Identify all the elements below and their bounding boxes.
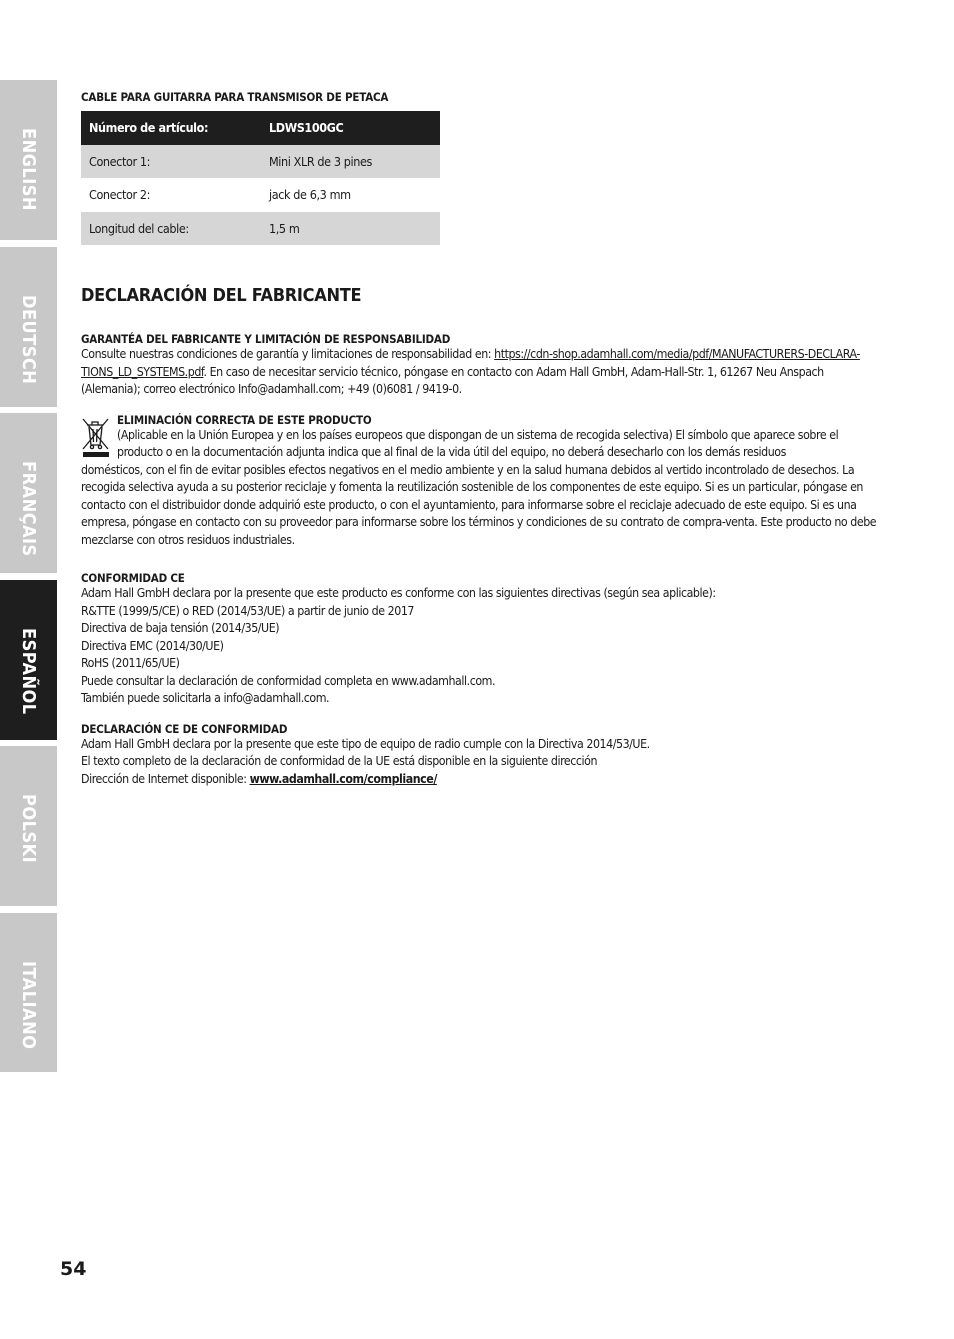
disposal-line: producto o en la documentación adjunta indica que al final de la vida útil del equipo, no deberá desecharlo con los demás residuos [117, 445, 786, 459]
disposal-heading: ELIMINACIÓN CORRECTA DE ESTE PRODUCTO [117, 412, 372, 427]
tab-label: ENGLISH [18, 128, 39, 211]
ce-declaration-line: El texto completo de la declaración de conformidad de la UE está disponible en la siguiente dirección [81, 754, 598, 768]
disposal-block [81, 413, 881, 550]
page-number: 54 [60, 1258, 87, 1280]
tab-label: ESPAÑOL [18, 628, 39, 715]
warranty-link-part1: https://cdn-shop.adamhall.com/media/pdf/MANUFACTURERS-DECLARA- [494, 347, 860, 361]
tab-label: DEUTSCH [18, 295, 39, 385]
disposal-line: (Aplicable en la Unión Europea y en los países europeos que dispongan de un sistema de recogida selectiva) El símbolo que aparece sobre el [117, 427, 839, 442]
tab-deutsch[interactable] [0, 247, 57, 407]
tab-english[interactable] [0, 80, 57, 240]
tab-italiano[interactable] [0, 913, 57, 1072]
warranty-block [81, 332, 881, 399]
ce-line: Puede consultar la declaración de conformidad completa en www.adamhall.com. [81, 673, 496, 688]
table-cell: 1,5 m [261, 212, 440, 246]
table-row [81, 111, 440, 145]
table-cell: Mini XLR de 3 pines [261, 145, 440, 179]
table-row [81, 145, 440, 179]
tab-francais[interactable] [0, 413, 57, 573]
table-row [81, 212, 440, 246]
internet-label: Dirección de Internet disponible: [81, 771, 250, 786]
ce-line: R&TTE (1999/5/CE) o RED (2014/53/UE) a partir de junio de 2017 [81, 603, 415, 618]
warranty-text-after: . En caso de necesitar servicio técnico, póngase en contacto con Adam Hall GmbH, Adam-Hall-Str. 1, 61267 Neu Anspach (Alemania); correo electrónico Info@adamhall.com; +49 (0)6081 / 9419-0. [81, 364, 824, 396]
table-cell: jack de 6,3 mm [269, 187, 351, 203]
table-cell: Longitud del cable: [81, 212, 261, 246]
ce-line: También puede solicitarla a info@adamhall.com. [81, 691, 330, 705]
section-title: DECLARACIÓN DEL FABRICANTE [81, 285, 362, 306]
cable-spec-table [81, 111, 440, 245]
ce-line: Directiva EMC (2014/30/UE) [81, 638, 224, 653]
tab-espanol[interactable] [0, 580, 57, 740]
warranty-text-before: Consulte nuestras condiciones de garantía y limitaciones de responsabilidad en: [81, 347, 495, 361]
warranty-link-part2: TIONS_LD_SYSTEMS.pdf [81, 364, 204, 379]
tab-label: FRANÇAIS [18, 461, 39, 557]
table-cell: Conector 1: [81, 145, 261, 179]
table-cell: LDWS100GC [261, 111, 440, 145]
tab-polski[interactable] [0, 746, 57, 906]
warranty-heading: GARANTÉA DEL FABRICANTE Y LIMITACIÓN DE RESPONSABILIDAD [81, 332, 451, 346]
cable-title: CABLE PARA GUITARRA PARA TRANSMISOR DE PETACA [81, 90, 389, 104]
table-cell: Número de artículo: [81, 111, 261, 145]
ce-conformity-block [81, 571, 881, 708]
table-row [81, 178, 440, 212]
tab-label: POLSKI [18, 794, 39, 864]
page-content [81, 90, 881, 802]
compliance-link[interactable]: www.adamhall.com/compliance/ [249, 771, 437, 786]
tab-label: ITALIANO [18, 961, 39, 1050]
table-cell: Conector 2: [89, 187, 150, 203]
ce-declaration-heading: DECLARACIÓN CE DE CONFORMIDAD [81, 721, 288, 736]
ce-declaration-line: Adam Hall GmbH declara por la presente que este tipo de equipo de radio cumple con la Directiva 2014/53/UE. [81, 736, 650, 751]
warranty-text [81, 346, 881, 399]
ce-declaration-line [81, 771, 881, 789]
weee-crossed-bin-icon [81, 415, 111, 459]
ce-line: Directiva de baja tensión (2014/35/UE) [81, 621, 280, 635]
disposal-text: domésticos, con el fin de evitar posibles efectos negativos en el medio ambiente y en la salud humana debidos al vertido incontrolado de desechos. La recogida selectiva ayuda a su posterior reciclaje y fomenta la reutilización sostenible de los componentes de este equipo. Si es un particular, póngase en contacto con el distribuidor donde adquirió este producto, o con el ayuntamiento, para informarse sobre el reciclaje adecuado de este equipo. Si es una empresa, póngase en contacto con su proveedor para informarse sobre los términos y condiciones de su contrato de compra-venta. Este producto no debe mezclarse con otros residuos industriales. [81, 462, 877, 547]
ce-declaration-block [81, 722, 881, 789]
ce-line: RoHS (2011/65/UE) [81, 656, 180, 670]
ce-heading: CONFORMIDAD CE [81, 571, 185, 585]
ce-line: Adam Hall GmbH declara por la presente que este producto es conforme con las siguientes directivas (según sea aplicable): [81, 586, 716, 600]
